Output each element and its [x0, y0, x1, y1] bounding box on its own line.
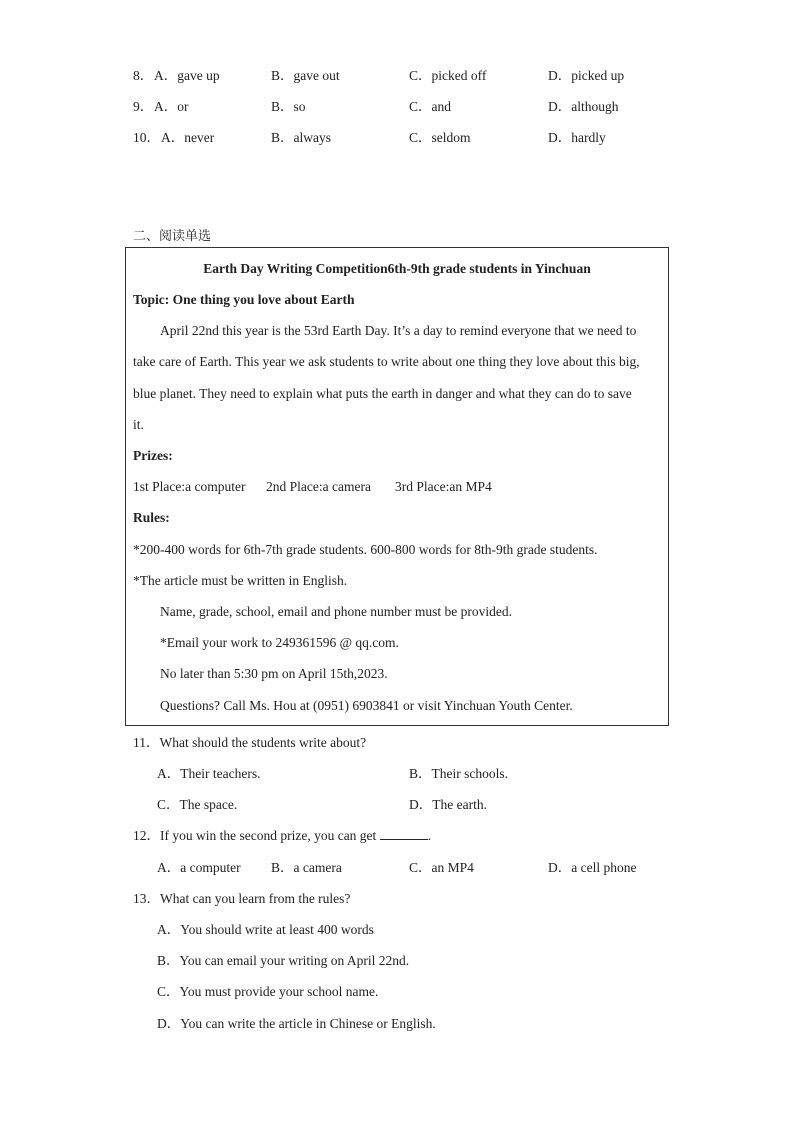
rule-item: *The article must be written in English.: [133, 573, 348, 588]
option-d: D．picked up: [548, 68, 625, 83]
option-a: A．a computer: [157, 860, 241, 875]
passage-title: Earth Day Writing Competition6th-9th grade students in Yinchuan: [203, 261, 591, 276]
section-heading: 二、阅读单选: [133, 229, 212, 244]
rule-item: Name, grade, school, email and phone number must be provided.: [160, 604, 513, 619]
option-a: A．Their teachers.: [157, 766, 261, 781]
option-d: D．The earth.: [409, 797, 487, 812]
rule-item: *Email your work to 249361596 @ qq.com.: [160, 635, 399, 650]
option-a: A．You should write at least 400 words: [157, 922, 374, 937]
stem-text: 12．If you win the second prize, you can get: [133, 828, 380, 843]
option-b: B．a camera: [271, 860, 342, 875]
question-number: 9．: [133, 99, 154, 114]
option-c: C．You must provide your school name.: [157, 984, 379, 999]
option-b: B．always: [271, 130, 331, 145]
option-b: B．Their schools.: [409, 766, 508, 781]
paragraph-line: it.: [133, 417, 144, 432]
option-b: B．gave out: [271, 68, 340, 83]
question-number: 10．: [133, 130, 160, 145]
option-b: B．You can email your writing on April 22nd.: [157, 953, 410, 968]
question-11-stem: 11．What should the students write about?: [133, 735, 367, 750]
stem-end: .: [427, 828, 432, 843]
paragraph-line: blue planet. They need to explain what puts the earth in danger and what they can do to save: [133, 386, 632, 401]
rules-label: Rules:: [133, 510, 170, 525]
option-d: D．You can write the article in Chinese or English.: [157, 1016, 436, 1031]
rule-item: Questions? Call Ms. Hou at (0951) 6903841 or visit Yinchuan Youth Center.: [160, 698, 573, 713]
prize-third: 3rd Place:an MP4: [395, 479, 492, 494]
answer-blank: [380, 828, 428, 840]
prizes-label: Prizes:: [133, 448, 173, 463]
rule-item: *200-400 words for 6th-7th grade students. 600-800 words for 8th-9th grade students.: [133, 542, 598, 557]
question-12-stem: [133, 828, 431, 844]
passage-topic: Topic: One thing you love about Earth: [133, 292, 355, 307]
question-number: 8．: [133, 68, 154, 83]
option-a: A．gave up: [154, 68, 220, 83]
option-a: A．never: [161, 130, 215, 145]
prize-first: 1st Place:a computer: [133, 479, 246, 494]
option-b: B．so: [271, 99, 306, 114]
option-c: C．seldom: [409, 130, 471, 145]
question-13-stem: 13．What can you learn from the rules?: [133, 891, 351, 906]
prize-second: 2nd Place:a camera: [266, 479, 371, 494]
option-d: D．a cell phone: [548, 860, 637, 875]
option-c: C．and: [409, 99, 451, 114]
rule-item: No later than 5:30 pm on April 15th,2023.: [160, 666, 388, 681]
paragraph-line: take care of Earth. This year we ask students to write about one thing they love about this big,: [133, 354, 640, 369]
option-d: D．hardly: [548, 130, 606, 145]
option-c: C．The space.: [157, 797, 238, 812]
option-c: C．picked off: [409, 68, 487, 83]
option-c: C．an MP4: [409, 860, 474, 875]
paragraph-line: April 22nd this year is the 53rd Earth Day. It’s a day to remind everyone that we need to: [160, 323, 637, 338]
option-d: D．although: [548, 99, 619, 114]
option-a: A．or: [154, 99, 189, 114]
